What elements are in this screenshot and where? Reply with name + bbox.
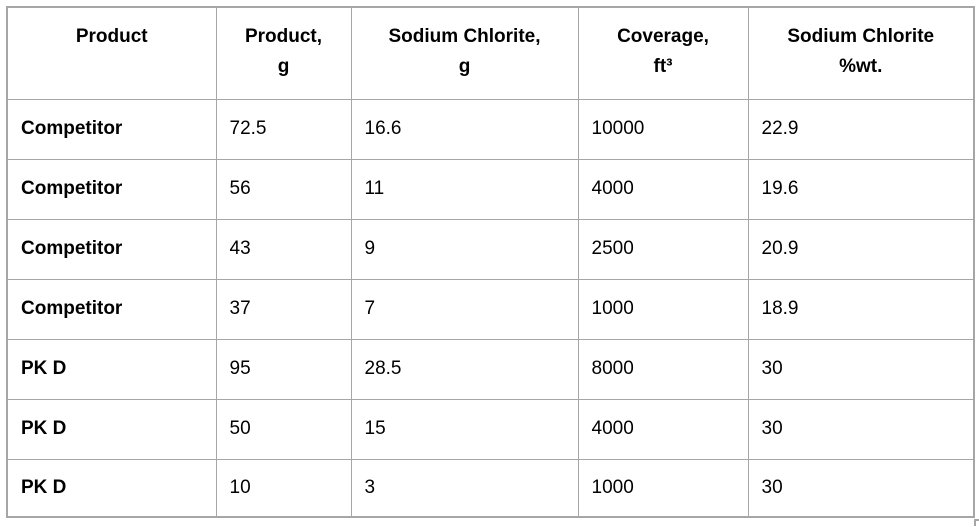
table-row [7, 399, 974, 459]
cell-sodium-chlorite-g: 7 [351, 279, 578, 339]
cell-sodium-chlorite-g: 11 [351, 159, 578, 219]
cell-sodium-chlorite-pct: 30 [748, 399, 974, 459]
header-title: Product, [244, 26, 323, 47]
cell-sodium-chlorite-g: 9 [351, 219, 578, 279]
table-row [7, 99, 974, 159]
cell-product: PK D [7, 399, 216, 459]
cell-product: Competitor [7, 279, 216, 339]
header-unit: g [277, 56, 290, 77]
adjacent-table-corner-mark [974, 519, 979, 526]
cell-product-g: 50 [216, 399, 351, 459]
cell-product: Competitor [7, 159, 216, 219]
cell-sodium-chlorite-pct: 30 [748, 459, 974, 517]
cell-coverage-ft3: 2500 [578, 219, 748, 279]
column-header-sodium-chlorite-g [351, 7, 578, 99]
cell-coverage-ft3: 4000 [578, 399, 748, 459]
cell-sodium-chlorite-g: 15 [351, 399, 578, 459]
table-row [7, 459, 974, 517]
table-row [7, 219, 974, 279]
cell-sodium-chlorite-pct: 30 [748, 339, 974, 399]
cell-product: Competitor [7, 219, 216, 279]
cell-sodium-chlorite-pct: 22.9 [748, 99, 974, 159]
cell-product: PK D [7, 339, 216, 399]
column-header-product [7, 7, 216, 99]
header-title: Product [75, 26, 148, 47]
cell-product-g: 95 [216, 339, 351, 399]
cell-coverage-ft3: 10000 [578, 99, 748, 159]
table-header-row [7, 7, 974, 99]
cell-sodium-chlorite-g: 28.5 [351, 339, 578, 399]
cell-sodium-chlorite-g: 16.6 [351, 99, 578, 159]
column-header-coverage [578, 7, 748, 99]
column-header-product-g [216, 7, 351, 99]
header-title: Coverage, [617, 26, 709, 47]
cell-coverage-ft3: 1000 [578, 279, 748, 339]
cell-sodium-chlorite-g: 3 [351, 459, 578, 517]
header-unit: ft³ [653, 56, 673, 77]
cell-product-g: 72.5 [216, 99, 351, 159]
header-title: Sodium Chlorite, [388, 26, 541, 47]
header-unit: g [458, 56, 471, 77]
cell-sodium-chlorite-pct: 19.6 [748, 159, 974, 219]
cell-product-g: 37 [216, 279, 351, 339]
cell-product-g: 56 [216, 159, 351, 219]
cell-product-g: 10 [216, 459, 351, 517]
table-row [7, 339, 974, 399]
header-title: Sodium Chlorite [787, 26, 935, 47]
table-row [7, 279, 974, 339]
table-row [7, 159, 974, 219]
cell-coverage-ft3: 8000 [578, 339, 748, 399]
header-unit: %wt. [839, 56, 883, 77]
cell-product: PK D [7, 459, 216, 517]
column-header-sodium-chlorite-pct [748, 7, 974, 99]
cell-coverage-ft3: 4000 [578, 159, 748, 219]
product-comparison-table [6, 6, 975, 518]
cell-coverage-ft3: 1000 [578, 459, 748, 517]
cell-product-g: 43 [216, 219, 351, 279]
cell-product: Competitor [7, 99, 216, 159]
cell-sodium-chlorite-pct: 20.9 [748, 219, 974, 279]
cell-sodium-chlorite-pct: 18.9 [748, 279, 974, 339]
